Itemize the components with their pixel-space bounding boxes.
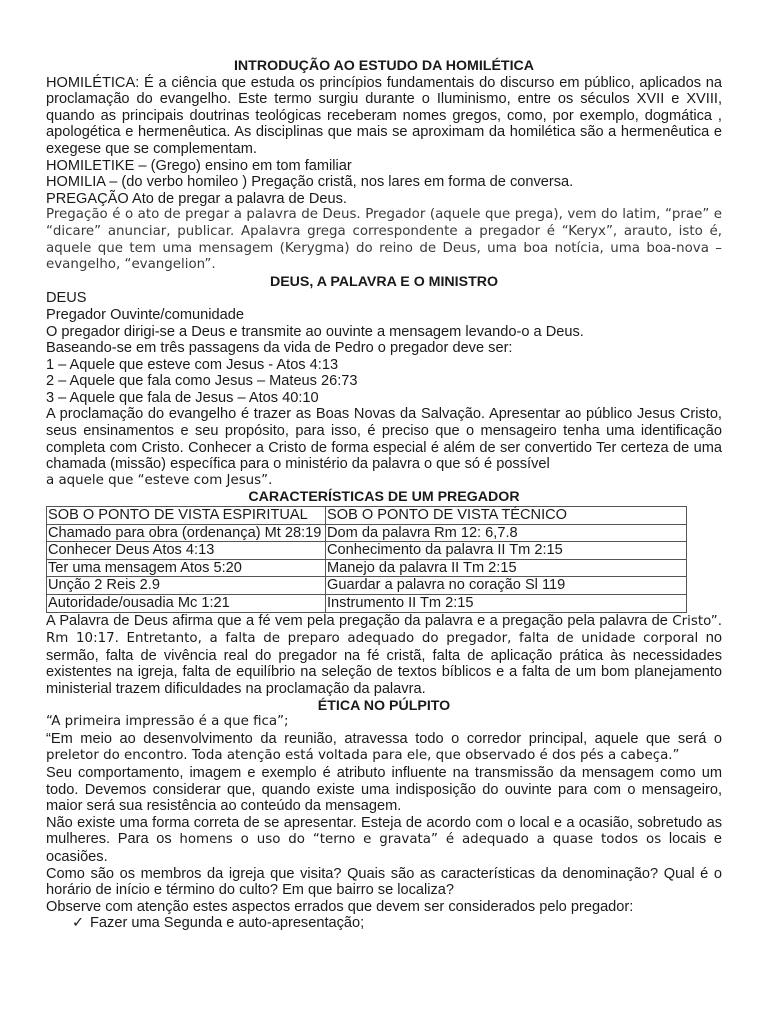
checklist-item-label: Fazer uma Segunda e auto-apresentação; [90,915,365,932]
table-header-row [47,507,687,525]
table-cell-tecnico: Manejo da palavra II Tm 2:15 [326,559,687,577]
document-page [46,58,722,932]
paragraph-homiletica: HOMILÉTICA: É a ciência que estuda os princípios fundamentais do discurso em público, aplicados na proclamação do evangelho. Este termo surgiu durante o Iluminismo, entre os séculos XVII e XVIII, quando as principais doutrinas teológicas receberam nomes gregos, como, por exemplo, dogmática , apologética e hermenêutica. As disciplinas que mais se aproximam da homilética são a hermenêutica e exegese que se complementam. [46,74,722,157]
table-row [47,542,687,560]
palavra-text-a: A Palavra de Deus afirma que a fé vem pela pregação da palavra e a pregação pela palavra de [46,612,668,629]
list-item: 1 – Aquele que esteve com Jesus - Atos 4:13 [46,356,339,373]
section-title-introducao: INTRODUÇÃO AO ESTUDO DA HOMILÉTICA [233,58,535,74]
section-title-caracteristicas: CARACTERÍSTICAS DE UM PREGADOR [248,489,520,506]
table-cell-tecnico: Guardar a palavra no coração Sl 119 [326,577,687,595]
paragraph-homiletike: HOMILETIKE – (Grego) ensino em tom familiar [46,157,352,174]
section-title-deus-palavra-ministro: DEUS, A PALAVRA E O MINISTRO [269,273,499,290]
characteristics-table [46,506,687,613]
table-header-espiritual: SOB O PONTO DE VISTA ESPIRITUAL [47,507,326,525]
pregacao-explanation-end: evangelho, “evangelion”. [46,257,216,273]
quote-meio-reuniao [46,731,722,765]
list-item: 3 – Aquele que fala de Jesus – Atos 40:10 [46,389,319,406]
palavra-text-c: no sermão, falta de vivência real do pregador na fé cristã, falta de aplicação prática às necessidades existentes na igreja, falta de equilíbrio na seleção de textos bíblicos e a falta de um bom planejamento ministerial trazem dificuldades na proclamação da palavra. [46,630,722,697]
quote-meio-reuniao-a: “Em meio ao desenvolvimento da reunião, atravessa todo o corredor principal, aquele que será o [46,730,722,747]
table-cell-tecnico: Instrumento II Tm 2:15 [326,595,687,613]
paragraph-observe: Observe com atenção estes aspectos errados que devem ser considerados pelo pregador: [46,898,634,915]
list-item: 2 – Aquele que fala como Jesus – Mateus 26:73 [46,373,358,390]
paragraph-proclamacao: A proclamação do evangelho é trazer as Boas Novas da Salvação. Apresentar ao público Jesus Cristo, seus ensinamentos e seu propósito, para isso, é preciso que o mensageiro tenha uma identificação completa com Cristo. Conhecer a Cristo de forma especial é além de ser convertido Ter certeza de uma chamada (missão) específica para o ministério da palavra o que só é possível [46,406,722,473]
paragraph-como-sao: Como são os membros da igreja que visita? Quais são as características da denominação? Qual é o horário de início e término do culto? Em que bairro se localiza? [46,865,722,899]
table-cell-espiritual: Autoridade/ousadia Mc 1:21 [47,595,326,613]
checkmark-icon: ✓ [72,915,85,932]
table-cell-espiritual: Unção 2 Reis 2.9 [47,577,326,595]
nao-existe-b: homens o uso do “terno e gravata” é adequado a quase todos os [179,832,662,848]
table-cell-espiritual: Ter uma mensagem Atos 5:20 [47,559,326,577]
paragraph-pregacao-explanation [46,207,722,273]
table-cell-tecnico: Dom da palavra Rm 12: 6,7.8 [326,524,687,542]
nao-existe-c: locais e ocasiões. [46,831,722,865]
paragraph-comportamento: Seu comportamento, imagem e exemplo é atributo influente na transmissão da mensagem como um todo. Devemos considerar que, quando existe uma indisposição do ouvinte para com o mensageiro, maior será sua resistência ao conteúdo da mensagem. [46,764,722,815]
table-row [47,595,687,613]
table-cell-espiritual: Conhecer Deus Atos 4:13 [47,542,326,560]
table-cell-espiritual: Chamado para obra (ordenança) Mt 28:19 [47,524,326,542]
table-cell-tecnico: Conhecimento da palavra II Tm 2:15 [326,542,687,560]
table-row [47,559,687,577]
paragraph-dirigi: O pregador dirigi-se a Deus e transmite ao ouvinte a mensagem levando-o a Deus. [46,323,584,340]
pregacao-explanation-text: Pregação é o ato de pregar a palavra de Deus. Pregador (aquele que prega), vem do latim, “prae” e “dicare” anunciar, publicar. Apalavra grega correspondente a pregador é “Keryx”, arauto, isto é, aquele que tem uma mensagem (Kerygma) do reino de Deus, uma boa notícia, uma boa-nova – [46,207,722,256]
quote-primeira-impressao: “A primeira impressão é a que fica”; [46,714,289,730]
table-row [47,524,687,542]
paragraph-baseando: Baseando-se em três passagens da vida de Pedro o pregador deve ser: [46,340,513,357]
paragraph-proclamacao-end: a aquele que “esteve com Jesus”. [46,472,273,488]
paragraph-pregacao-definition: PREGAÇÃO Ato de pregar a palavra de Deus. [46,190,347,207]
paragraph-nao-existe [46,815,722,866]
checklist-item [46,915,722,932]
section-title-etica: ÉTICA NO PÚLPITO [317,697,451,714]
nao-existe-a: Não existe uma forma correta de se apresentar. Esteja de acordo com o local e a ocasião, sobretudo as mulheres. Para os [46,814,722,848]
palavra-text-b: Cristo”. Rm 10:17. Entretanto, a falta de preparo adequado do pregador, falta de unidade corporal [46,613,722,647]
paragraph-palavra-de-deus [46,613,722,698]
table-row [47,577,687,595]
quote-meio-reuniao-b: preletor do encontro. Toda atenção está voltada para ele, que observado é dos pés a cabeça.” [46,748,680,764]
paragraph-pregador-ouvinte: Pregador Ouvinte/comunidade [46,306,244,323]
paragraph-deus: DEUS [46,290,87,307]
paragraph-homilia: HOMILIA – (do verbo homileo ) Pregação cristã, nos lares em forma de conversa. [46,174,574,191]
table-header-tecnico: SOB O PONTO DE VISTA TÉCNICO [326,507,687,525]
